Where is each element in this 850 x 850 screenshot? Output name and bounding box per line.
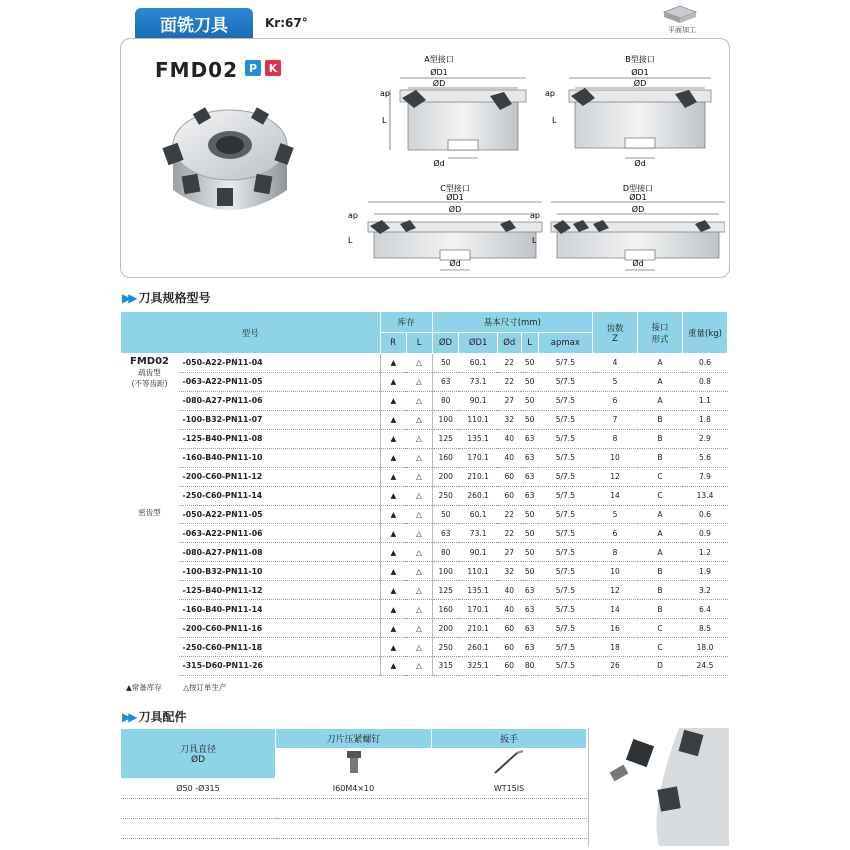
cell: ▲: [380, 486, 406, 505]
double-arrow-icon: ▶▶: [122, 709, 135, 724]
table-row: [121, 372, 728, 391]
cell: 60: [497, 486, 521, 505]
subheader-6: apmax: [538, 333, 592, 354]
cell: 315: [432, 657, 459, 676]
cell: ▲: [380, 505, 406, 524]
cell: 5/7.5: [538, 410, 592, 429]
cell: 63: [432, 524, 459, 543]
cell: 73.1: [459, 372, 498, 391]
cell: 63: [521, 486, 538, 505]
cell: △: [406, 505, 432, 524]
subheader-3: ØD1: [459, 333, 498, 354]
cell: 50: [432, 354, 459, 373]
cell: 40: [497, 429, 521, 448]
cell: 12: [593, 467, 638, 486]
cell: ▲: [380, 354, 406, 373]
svg-text:L: L: [552, 116, 557, 125]
cell: B: [638, 429, 683, 448]
cell: 5: [593, 372, 638, 391]
svg-text:ØD1: ØD1: [631, 68, 649, 77]
diagram-b-title: B型接口: [625, 55, 655, 64]
cell: 50: [521, 410, 538, 429]
cell: 5/7.5: [538, 638, 592, 657]
subheader-1: L: [406, 333, 432, 354]
spec-table: [120, 311, 728, 676]
cell: 100: [432, 410, 459, 429]
group-label: FMD02 疏齿型 (不等齿距): [130, 356, 169, 388]
model-code: -160-B40-PN11-14: [179, 600, 381, 619]
cell: 60: [497, 619, 521, 638]
svg-text:ap: ap: [380, 89, 390, 98]
section-title-tab: [135, 8, 253, 38]
cell: 110.1: [459, 562, 498, 581]
cell: ▲: [380, 448, 406, 467]
cell: 5/7.5: [538, 448, 592, 467]
accessory-image: [589, 728, 729, 846]
table-row: [121, 638, 728, 657]
cell: 3.2: [683, 581, 728, 600]
svg-text:ØD1: ØD1: [446, 193, 464, 202]
cell: ▲: [380, 638, 406, 657]
model-code: -050-A22-PN11-05: [179, 505, 381, 524]
cell: 210.1: [459, 619, 498, 638]
cell: 50: [521, 354, 538, 373]
cell: 200: [432, 467, 459, 486]
cell: 5/7.5: [538, 372, 592, 391]
cell: 6.4: [683, 600, 728, 619]
cell: 63: [521, 600, 538, 619]
cell: B: [638, 410, 683, 429]
table-row: [121, 486, 728, 505]
model-code: -200-C60-PN11-12: [179, 467, 381, 486]
cell: 22: [497, 372, 521, 391]
model-code: -250-C60-PN11-14: [179, 486, 381, 505]
svg-text:L: L: [348, 236, 353, 245]
cell: 260.1: [459, 486, 498, 505]
cell: A: [638, 505, 683, 524]
kr-angle: Kr:67°: [265, 16, 308, 30]
cell: 24.5: [683, 657, 728, 676]
cell: △: [406, 581, 432, 600]
cell: 5/7.5: [538, 505, 592, 524]
cell: △: [406, 354, 432, 373]
cell: B: [638, 448, 683, 467]
table-row: [121, 354, 728, 373]
cell: ▲: [380, 429, 406, 448]
cell: ▲: [380, 543, 406, 562]
cell: 5/7.5: [538, 562, 592, 581]
svg-text:ap: ap: [530, 211, 540, 220]
cell: 60: [497, 638, 521, 657]
cell: 5/7.5: [538, 619, 592, 638]
cell: 7: [593, 410, 638, 429]
cell: 5: [593, 505, 638, 524]
subheader-5: L: [521, 333, 538, 354]
accessory-table: [120, 728, 587, 839]
cell: 22: [497, 354, 521, 373]
model-code: -063-A22-PN11-05: [179, 372, 381, 391]
cell: 160: [432, 600, 459, 619]
cell: 5/7.5: [538, 524, 592, 543]
cell: 22: [497, 524, 521, 543]
cell: 63: [521, 581, 538, 600]
cutter-image: [155, 90, 305, 230]
cell: 0.6: [683, 354, 728, 373]
col-stock: 库存: [380, 312, 432, 333]
svg-text:ØD1: ØD1: [430, 68, 448, 77]
cell: 50: [521, 543, 538, 562]
cell: 18: [593, 638, 638, 657]
face-milling-icon: [660, 4, 700, 24]
acc-section-heading: ▶▶ 刀具配件: [122, 709, 187, 724]
cell: 5/7.5: [538, 391, 592, 410]
svg-text:L: L: [532, 236, 537, 245]
cell: 7.9: [683, 467, 728, 486]
cell: ▲: [380, 524, 406, 543]
badge-p: P: [245, 60, 261, 76]
model-code: -100-B32-PN11-10: [179, 562, 381, 581]
cell: 90.1: [459, 543, 498, 562]
table-row: [121, 619, 728, 638]
cell: 50: [521, 562, 538, 581]
cell: 6: [593, 524, 638, 543]
acc-col-diameter: 刀具直径 ØD: [121, 729, 276, 779]
cell: 60.1: [459, 354, 498, 373]
model-code: -250-C60-PN11-18: [179, 638, 381, 657]
model-code: -125-B40-PN11-12: [179, 581, 381, 600]
cell: 6: [593, 391, 638, 410]
table-row: [121, 543, 728, 562]
cell: ▲: [380, 600, 406, 619]
cell: △: [406, 524, 432, 543]
cell: A: [638, 354, 683, 373]
cell: C: [638, 486, 683, 505]
svg-text:Ød: Ød: [632, 259, 644, 268]
col-model: 型号: [121, 312, 381, 354]
cell: ▲: [380, 657, 406, 676]
cell: △: [406, 391, 432, 410]
table-row: [121, 524, 728, 543]
col-weight: 重量(kg): [683, 312, 728, 354]
table-row: [121, 410, 728, 429]
table-row: [121, 391, 728, 410]
cell: 110.1: [459, 410, 498, 429]
cell: 200: [432, 619, 459, 638]
cell: 5/7.5: [538, 657, 592, 676]
cell: 4: [593, 354, 638, 373]
svg-text:ØD: ØD: [633, 79, 647, 88]
table-row: [121, 505, 728, 524]
double-arrow-icon: ▶▶: [122, 290, 135, 305]
cell: 135.1: [459, 581, 498, 600]
cell: 80: [432, 391, 459, 410]
cell: △: [406, 638, 432, 657]
diagram-c-title: C型接口: [440, 184, 470, 193]
interface-diagrams: [340, 48, 725, 278]
cell: 13.4: [683, 486, 728, 505]
cell: 5/7.5: [538, 543, 592, 562]
model-code: -080-A27-PN11-06: [179, 391, 381, 410]
model-code: -050-A22-PN11-04: [179, 354, 381, 373]
cell: △: [406, 562, 432, 581]
table-row: [121, 467, 728, 486]
model-code: -160-B40-PN11-10: [179, 448, 381, 467]
cell: 60: [497, 467, 521, 486]
cell: 50: [521, 505, 538, 524]
cell: 250: [432, 638, 459, 657]
model-code: -063-A22-PN11-06: [179, 524, 381, 543]
cell: △: [406, 619, 432, 638]
cell: 63: [521, 448, 538, 467]
col-teeth: 齿数 Z: [593, 312, 638, 354]
acc-col-screw: 刀片压紧螺钉: [276, 729, 432, 749]
cell: 40: [497, 600, 521, 619]
cell: C: [638, 467, 683, 486]
cell: 32: [497, 562, 521, 581]
cell: △: [406, 467, 432, 486]
cell: 8: [593, 429, 638, 448]
cell: 0.9: [683, 524, 728, 543]
svg-text:Ød: Ød: [449, 259, 461, 268]
svg-text:ØD: ØD: [432, 79, 446, 88]
cell: 170.1: [459, 448, 498, 467]
cell: ▲: [380, 391, 406, 410]
cell: A: [638, 372, 683, 391]
cell: △: [406, 410, 432, 429]
subheader-2: ØD: [432, 333, 459, 354]
cell: 73.1: [459, 524, 498, 543]
cell: 18.0: [683, 638, 728, 657]
cell: 10: [593, 562, 638, 581]
cell: 60.1: [459, 505, 498, 524]
svg-text:ØD1: ØD1: [629, 193, 647, 202]
cell: 1.8: [683, 410, 728, 429]
cell: 63: [521, 429, 538, 448]
corner-label: 平面加工: [668, 26, 696, 34]
page-title: 面铣刀具: [160, 15, 228, 36]
cell: △: [406, 372, 432, 391]
cell: 80: [432, 543, 459, 562]
diagram-b: [569, 78, 711, 158]
diagram-d-title: D型接口: [622, 184, 654, 193]
product-model: FMD02: [155, 58, 238, 82]
accessory-image-panel: [588, 728, 728, 846]
cell: 170.1: [459, 600, 498, 619]
group-label: 密齿型: [138, 508, 161, 517]
cell: 60: [497, 657, 521, 676]
cell: 90.1: [459, 391, 498, 410]
cell: 50: [521, 372, 538, 391]
cell: 80: [521, 657, 538, 676]
subheader-0: R: [380, 333, 406, 354]
spec-section-heading: ▶▶ 刀具规格型号: [122, 290, 211, 305]
cell: 1.1: [683, 391, 728, 410]
cell: A: [638, 543, 683, 562]
cell: 0.6: [683, 505, 728, 524]
cell: 5.6: [683, 448, 728, 467]
col-interface: 接口 形式: [638, 312, 683, 354]
legend: ▲常备库存 △按订单生产: [126, 683, 227, 692]
model-code: -125-B40-PN11-08: [179, 429, 381, 448]
cell: 14: [593, 600, 638, 619]
cell: △: [406, 657, 432, 676]
cell: 125: [432, 581, 459, 600]
cell: 32: [497, 410, 521, 429]
cell: B: [638, 562, 683, 581]
cell: 100: [432, 562, 459, 581]
cell: 63: [521, 467, 538, 486]
model-code: -200-C60-PN11-16: [179, 619, 381, 638]
cell: ▲: [380, 467, 406, 486]
table-row: [121, 581, 728, 600]
cell: 40: [497, 448, 521, 467]
cell: 2.9: [683, 429, 728, 448]
model-code: -100-B32-PN11-07: [179, 410, 381, 429]
cell: 26: [593, 657, 638, 676]
cell: 260.1: [459, 638, 498, 657]
cell: △: [406, 543, 432, 562]
table-row: [121, 562, 728, 581]
cell: 5/7.5: [538, 429, 592, 448]
model-code: -080-A27-PN11-08: [179, 543, 381, 562]
cell: 12: [593, 581, 638, 600]
cell: 1.9: [683, 562, 728, 581]
col-dims: 基本尺寸(mm): [432, 312, 592, 333]
cell: △: [406, 486, 432, 505]
cell: ▲: [380, 581, 406, 600]
cell: 5/7.5: [538, 486, 592, 505]
svg-text:L: L: [382, 116, 387, 125]
cell: 27: [497, 543, 521, 562]
cell: 63: [432, 372, 459, 391]
cell: ▲: [380, 562, 406, 581]
badge-k: K: [265, 60, 281, 76]
cell: 8.5: [683, 619, 728, 638]
cell: 14: [593, 486, 638, 505]
table-row: [121, 429, 728, 448]
cell: 135.1: [459, 429, 498, 448]
cell: 10: [593, 448, 638, 467]
cell: 1.2: [683, 543, 728, 562]
cell: △: [406, 429, 432, 448]
cell: 250: [432, 486, 459, 505]
model-code: -315-D60-PN11-26: [179, 657, 381, 676]
diagram-a: [390, 78, 526, 158]
cell: 63: [521, 619, 538, 638]
cell: 50: [521, 391, 538, 410]
cell: D: [638, 657, 683, 676]
table-row: [121, 448, 728, 467]
cell: 27: [497, 391, 521, 410]
svg-text:ap: ap: [348, 211, 358, 220]
diagram-a-title: A型接口: [424, 55, 454, 64]
svg-text:Ød: Ød: [634, 159, 646, 168]
cell: 160: [432, 448, 459, 467]
acc-col-wrench: 扳手: [432, 729, 587, 749]
table-row: [121, 600, 728, 619]
cell: 325.1: [459, 657, 498, 676]
cell: △: [406, 600, 432, 619]
cell: 40: [497, 581, 521, 600]
cell: 210.1: [459, 467, 498, 486]
cell: 50: [432, 505, 459, 524]
svg-text:ØD: ØD: [631, 205, 645, 214]
cell: 5/7.5: [538, 581, 592, 600]
subheader-4: Ød: [497, 333, 521, 354]
cell: 63: [521, 638, 538, 657]
acc-screw: I60M4×10: [276, 779, 432, 799]
cell: ▲: [380, 372, 406, 391]
cell: 5/7.5: [538, 354, 592, 373]
cell: 22: [497, 505, 521, 524]
cell: B: [638, 600, 683, 619]
acc-wrench: WT15IS: [432, 779, 587, 799]
screw-icon: [339, 749, 369, 775]
cell: 0.8: [683, 372, 728, 391]
cell: C: [638, 638, 683, 657]
cell: A: [638, 524, 683, 543]
cell: ▲: [380, 410, 406, 429]
cell: 16: [593, 619, 638, 638]
cell: 8: [593, 543, 638, 562]
cell: △: [406, 448, 432, 467]
table-row: [121, 657, 728, 676]
wrench-icon: [489, 749, 529, 775]
svg-text:ØD: ØD: [448, 205, 462, 214]
svg-text:ap: ap: [545, 89, 555, 98]
cell: 5/7.5: [538, 467, 592, 486]
cell: 5/7.5: [538, 600, 592, 619]
svg-text:Ød: Ød: [433, 159, 445, 168]
cell: B: [638, 581, 683, 600]
acc-range: Ø50 -Ø315: [121, 779, 276, 799]
cell: 125: [432, 429, 459, 448]
cell: C: [638, 619, 683, 638]
cell: 50: [521, 524, 538, 543]
cell: ▲: [380, 619, 406, 638]
cell: A: [638, 391, 683, 410]
